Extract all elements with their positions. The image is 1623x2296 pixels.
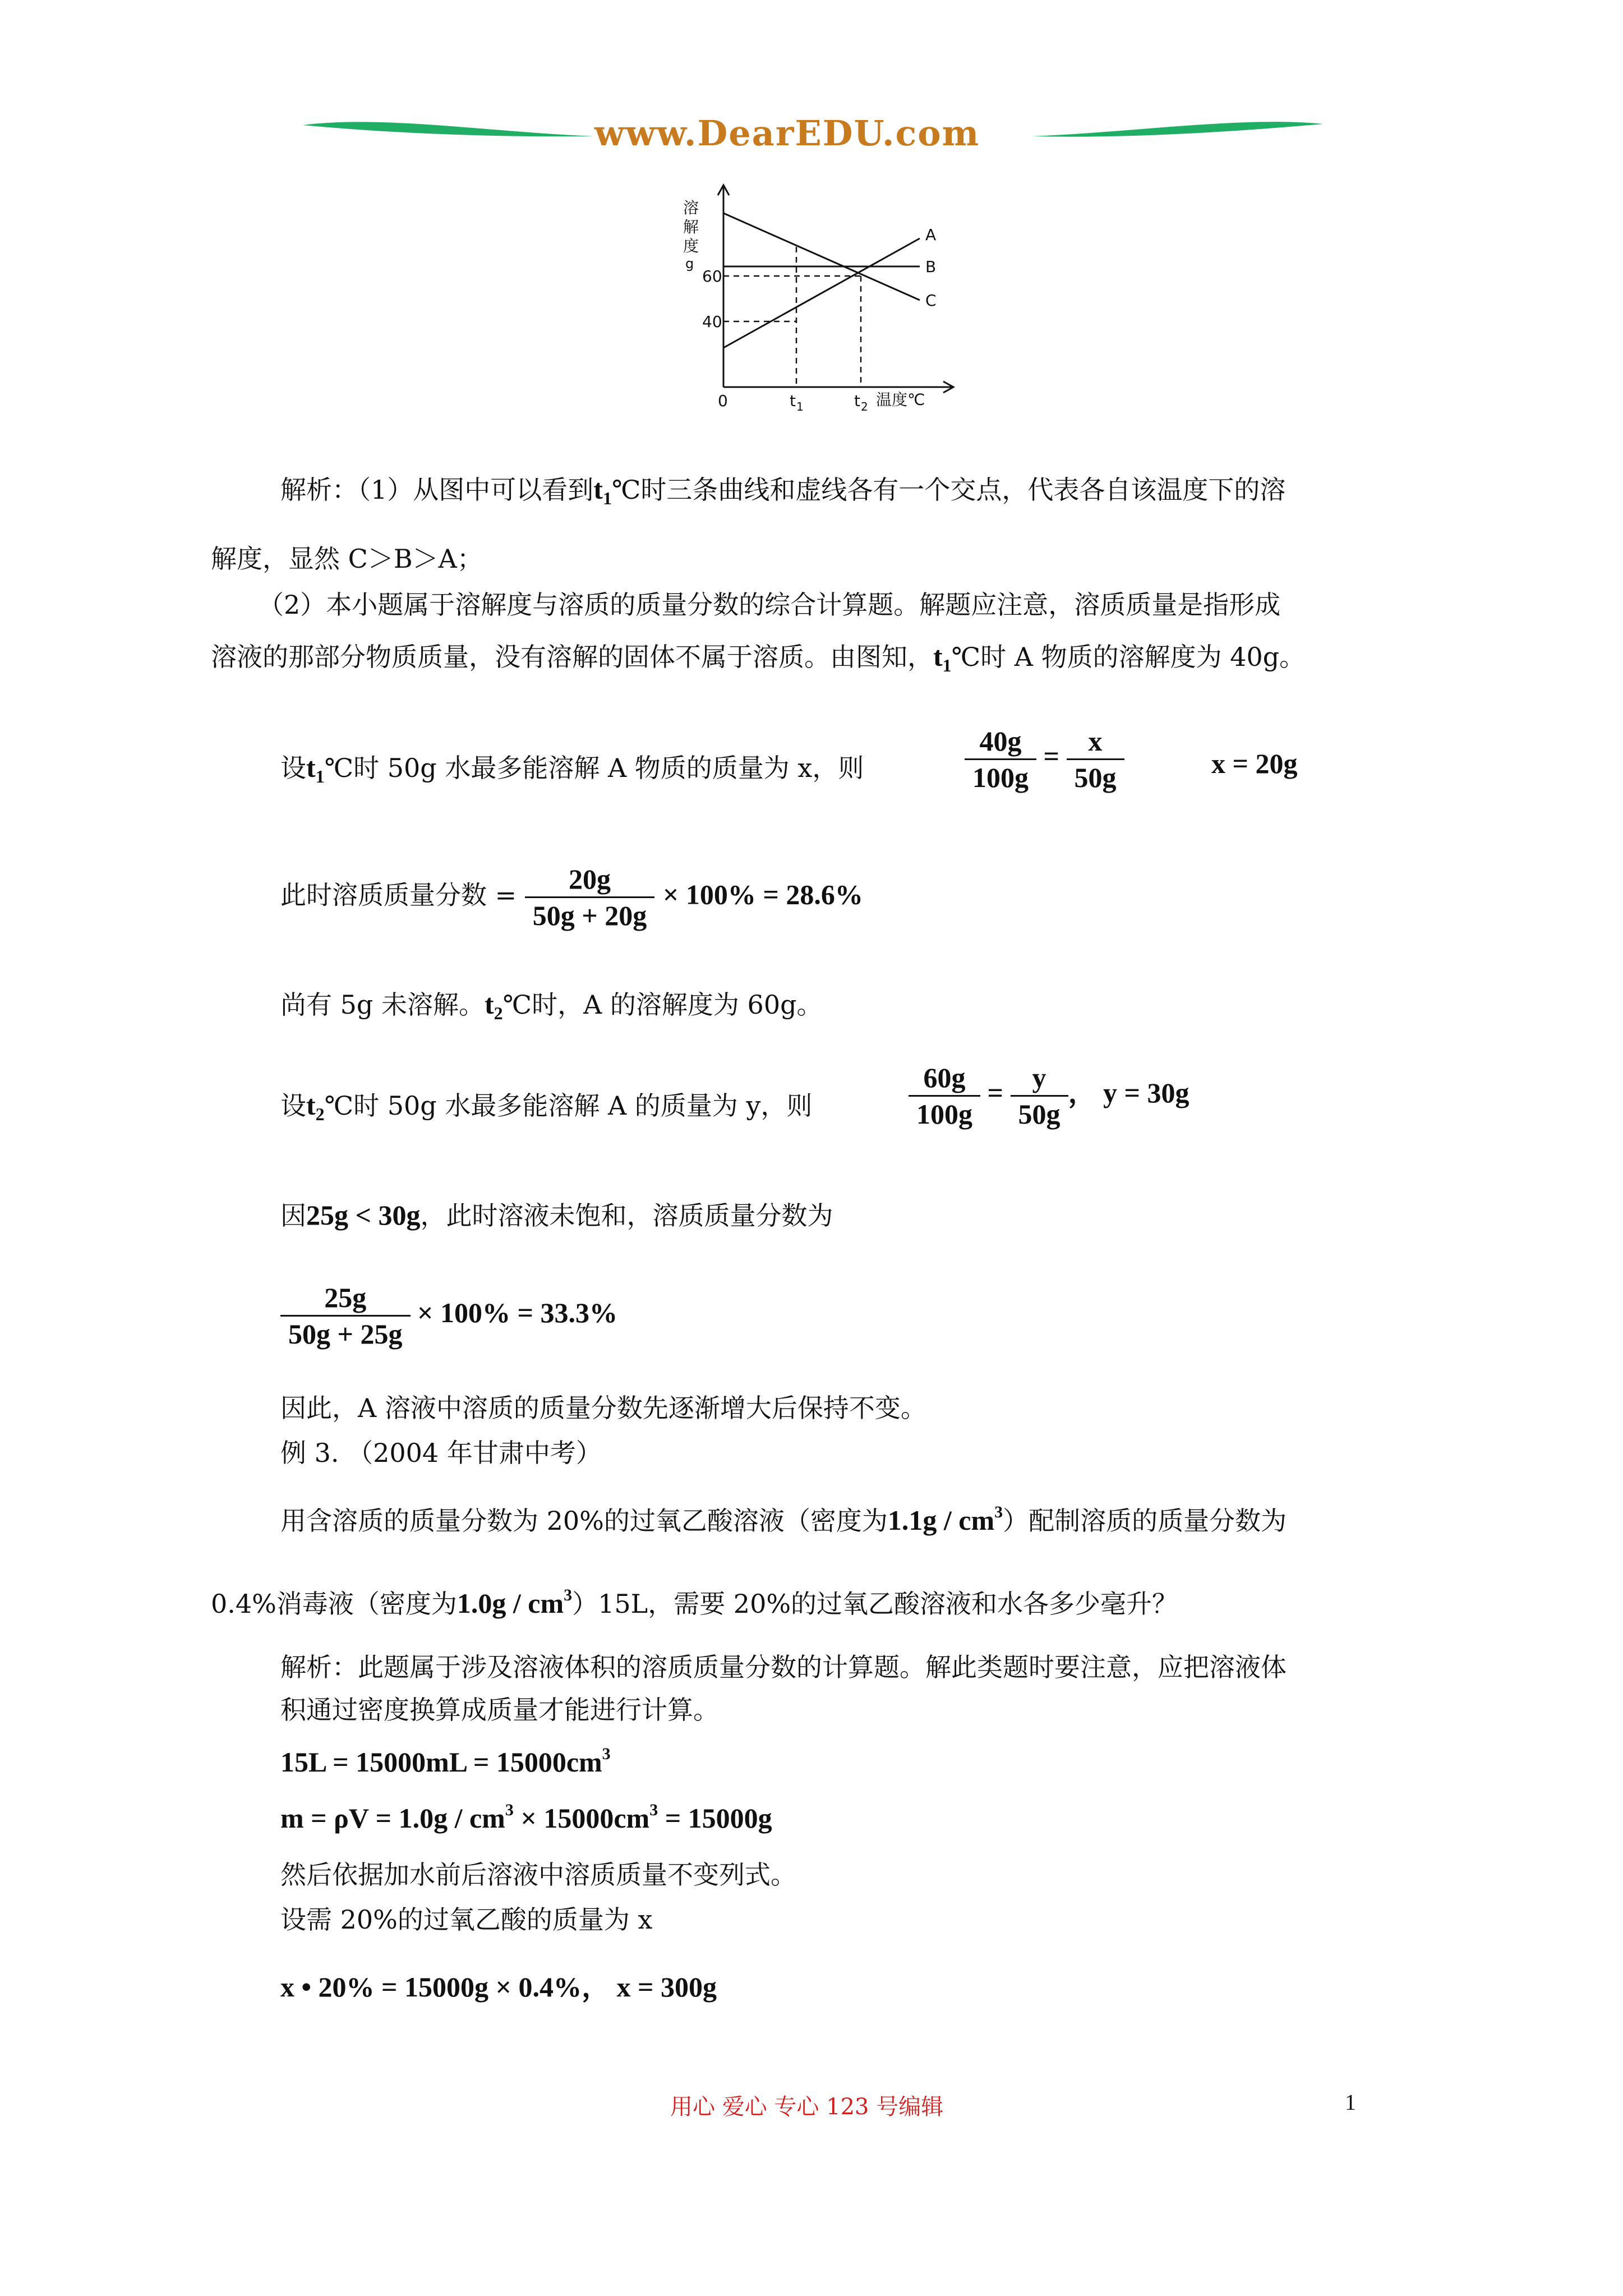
x-tick-0: 0 <box>718 392 728 410</box>
series-label-c: C <box>925 291 937 310</box>
solution-line-1: 解析：此题属于涉及溶液体积的溶质质量分数的计算题。解此类题时要注意，应把溶液体 <box>280 1652 1287 1682</box>
remaining-line: 尚有 5g 未溶解。$t_2℃$时，A 的溶解度为 60g。 <box>280 988 823 1023</box>
analysis-p2-cont: 溶液的那部分物质质量，没有溶解的固体不属于溶质。由图知，$t_1℃$时 A 物质的溶解度为 40g。 <box>211 641 1306 675</box>
banner-swoosh-left <box>303 109 594 160</box>
x-tick-t2: t <box>854 392 860 410</box>
math-x-result: x • 20% = 15000g × 0.4%， x = 300g <box>280 1971 717 2003</box>
conclusion-line: 因此，A 溶液中溶质的质量分数先逐渐增大后保持不变。 <box>280 1393 926 1423</box>
footer-credit: 用心 爱心 专心 123 号编辑 <box>670 2094 944 2120</box>
analysis-p1: 解析：（1）从图中可以看到$t_1℃$时三条曲线和虚线各有一个交点，代表各自该温度下的溶 <box>280 473 1286 508</box>
banner-swoosh-right <box>1032 109 1324 160</box>
header-banner <box>303 109 1324 160</box>
svg-text:度: 度 <box>683 237 699 255</box>
constant-solute-line: 然后依据加水前后溶液中溶质质量不变列式。 <box>280 1860 796 1890</box>
question-line-1: 用含溶质的质量分数为 20%的过氧乙酸溶液（密度为$1.1g / cm^3$）配制溶质的质量分数为 <box>280 1503 1287 1536</box>
let-x-line: 设$t_1℃$时 50g 水最多能溶解 A 物质的质量为 x，则 <box>280 752 864 786</box>
x-tick-t1: t <box>790 392 796 410</box>
site-url[interactable]: www.DearEDU.com <box>594 113 980 154</box>
series-label-b: B <box>925 257 937 276</box>
svg-text:解: 解 <box>683 218 699 236</box>
equation-y: $\frac{60g}{100g}$ = $\frac{y}{50g}$ ， y = 30g <box>909 1060 1189 1131</box>
svg-text:g: g <box>685 256 694 272</box>
because-line: 因25g < 30g，此时溶液未饱和，溶质质量分数为 <box>280 1199 833 1231</box>
let-x-2-line: 设需 20%的过氧乙酸的质量为 x <box>280 1904 653 1935</box>
x-axis-title: 温度℃ <box>876 390 925 409</box>
analysis-p1-cont: 解度，显然 C＞B＞A； <box>211 544 483 574</box>
mass-fraction-2: $\frac{25g}{50g + 25g}$ × 100% = 33.3% <box>280 1280 617 1351</box>
solution-line-2: 积通过密度换算成质量才能进行计算。 <box>280 1695 719 1725</box>
svg-text:1: 1 <box>796 400 804 413</box>
equation-x: $\frac{40g}{100g}$ = $\frac{x}{50g}$ <box>965 724 1124 795</box>
series-line-a <box>723 238 920 348</box>
series-label-a: A <box>925 226 937 244</box>
y-axis-title: 溶 <box>683 199 699 217</box>
page-number: 1 <box>1345 2090 1356 2115</box>
example-3-title: 例 3. （2004 年甘肃中考） <box>280 1438 602 1468</box>
analysis-p2: （2）本小题属于溶解度与溶质的质量分数的综合计算题。解题应注意，溶质质量是指形成 <box>258 590 1281 620</box>
series-line-c <box>723 213 920 300</box>
y-tick-40: 40 <box>702 312 722 331</box>
math-mass: $m = \rho V = 1.0g / cm^3 \times 15000cm^3 = 15000g$ <box>280 1801 772 1834</box>
math-volume: $15L = 15000mL = 15000cm^3$ <box>280 1745 611 1778</box>
y-tick-60: 60 <box>702 267 722 286</box>
mass-fraction-line: 此时溶质质量分数 = $\frac{20g}{50g + 20g}$ × 100% = 28.6% <box>280 862 863 933</box>
let-y-line: 设$t_2℃$时 50g 水最多能溶解 A 的质量为 y，则 <box>280 1089 813 1124</box>
solubility-chart <box>662 180 976 415</box>
svg-text:2: 2 <box>861 400 868 413</box>
result-x: x = 20g <box>1211 748 1298 779</box>
question-line-2: 0.4%消毒液（密度为$1.0g / cm^3)15L$，需要 20%的过氧乙酸溶液和水各多少毫升？ <box>211 1586 1178 1619</box>
